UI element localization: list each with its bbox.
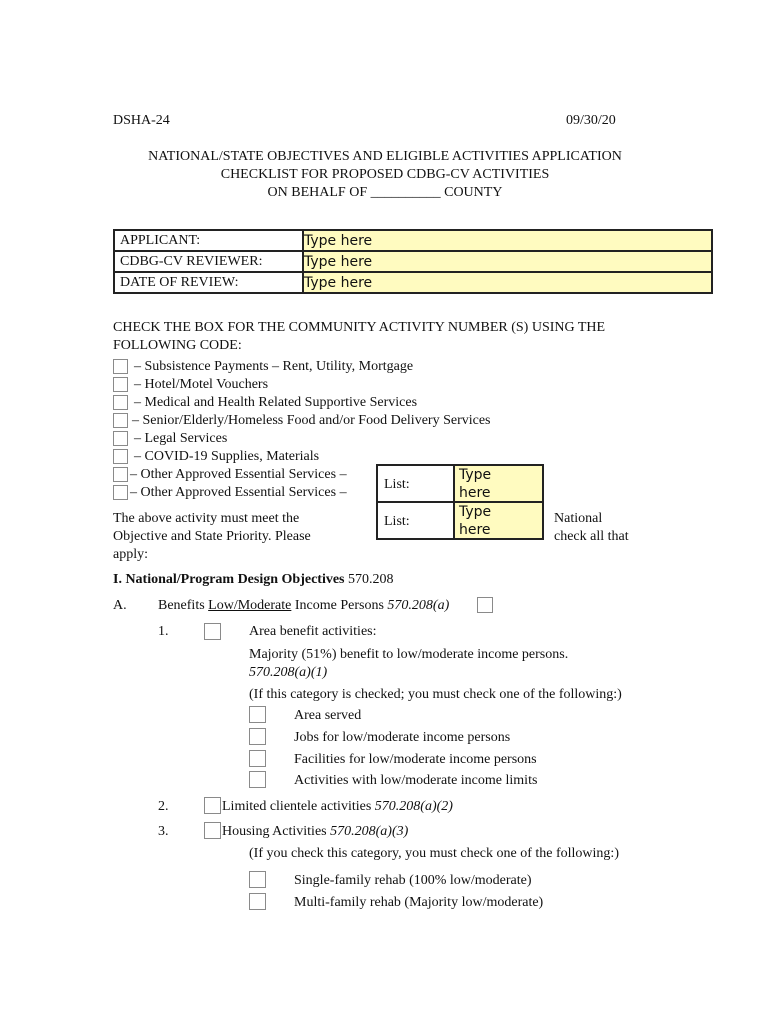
list-label: List: [384,477,410,492]
item-1-ref [249,664,327,682]
instructions-line-1: CHECK THE BOX FOR THE COMMUNITY ACTIVITY NUMBER (S) USING THE [113,320,606,335]
item-3-ref: 570.208(a)(3) [330,824,409,839]
item-1-note: (If this category is checked; you must check one of the following:) [249,687,622,702]
activity-label: – Senior/Elderly/Homeless Food and/or Food Delivery Services [132,413,491,428]
note-side-2: check all that [554,529,629,544]
activity-label: – Hotel/Motel Vouchers [134,377,269,392]
option-label: Jobs for low/moderate income persons [294,730,511,745]
item-1-desc: Majority (51%) benefit to low/moderate income persons. [249,647,569,662]
section-a-underline: Low/Moderate [208,598,292,613]
section-heading [113,571,394,589]
activity-checkbox[interactable] [113,377,128,392]
activity-checkbox[interactable] [113,359,128,374]
note-line-2: Objective and State Priority. Please [113,529,311,544]
option-label: Single-family rehab (100% low/moderate) [294,873,532,888]
title-line-3: ON BEHALF OF __________ COUNTY [267,185,503,200]
note-line-3: apply: [113,547,148,562]
note-line-1: The above activity must meet the [113,511,300,526]
housing-checkbox[interactable] [204,822,221,839]
applicant-info-table [113,229,713,294]
activity-checkbox[interactable] [113,413,128,428]
option-checkbox[interactable] [249,706,266,723]
activity-checkbox[interactable] [113,485,128,500]
activity-checkbox[interactable] [113,467,128,482]
section-heading-title: I. National/Program Design Objectives [113,572,345,587]
item-3-number: 3. [158,824,169,839]
option-checkbox[interactable] [249,871,266,888]
activity-label: – Other Approved Essential Services – [130,485,347,500]
activity-label: – Subsistence Payments – Rent, Utility, Mortgage [134,359,414,374]
item-2-ref: 570.208(a)(2) [374,799,453,814]
reviewer-field[interactable]: Type here [303,251,712,272]
option-label: Area served [294,708,362,723]
area-benefit-checkbox[interactable] [204,623,221,640]
table-row [114,230,712,251]
form-date: 09/30/20 [566,113,616,128]
option-label: Activities with low/moderate income limits [294,773,538,788]
section-heading-ref: 570.208 [344,572,394,587]
item-3-label-text: Housing Activities [222,824,331,839]
option-checkbox[interactable] [249,728,266,745]
item-1-label: Area benefit activities: [249,624,377,639]
activity-checkbox[interactable] [113,395,128,410]
option-label: Multi-family rehab (Majority low/moderate) [294,895,544,910]
list-field-line-1: Type [459,504,492,520]
option-label: Facilities for low/moderate income persons [294,752,537,767]
list-label: List: [384,514,410,529]
item-1-number: 1. [158,624,169,639]
option-checkbox[interactable] [249,750,266,767]
section-a-pre: Benefits [158,598,209,613]
review-date-field[interactable]: Type here [303,272,712,293]
item-2-label [222,798,453,816]
list-field-line-2: here [459,522,491,538]
table-row [114,251,712,272]
activity-label: – COVID-19 Supplies, Materials [134,449,320,464]
item-3-note: (If you check this category, you must check one of the following:) [249,846,619,861]
section-a-checkbox[interactable] [477,597,493,613]
note-side-1: National [554,511,603,526]
activity-checkbox[interactable] [113,449,128,464]
applicant-label: APPLICANT: [114,230,303,251]
list-field-2[interactable] [455,503,542,538]
form-id: DSHA-24 [113,113,170,128]
applicant-field[interactable]: Type here [303,230,712,251]
list-field-line-2: here [459,485,491,501]
item-2-label-text: Limited clientele activities [222,799,375,814]
list-box-2 [376,501,544,540]
list-field-1[interactable] [455,466,542,501]
item-1-ref-text: 570.208(a)(1) [249,665,328,680]
instructions-line-2: FOLLOWING CODE: [113,338,242,353]
reviewer-label: CDBG-CV REVIEWER: [114,251,303,272]
section-a-ref: 570.208(a) [387,598,450,613]
item-3-label [222,823,408,841]
title-line-1: NATIONAL/STATE OBJECTIVES AND ELIGIBLE ACTIVITIES APPLICATION [148,149,622,164]
review-date-label: DATE OF REVIEW: [114,272,303,293]
option-checkbox[interactable] [249,771,266,788]
activity-label: – Medical and Health Related Supportive Services [134,395,418,410]
section-a-letter: A. [113,598,127,613]
list-box-1 [376,464,544,503]
item-2-number: 2. [158,799,169,814]
section-a-post: Income Persons [291,598,388,613]
title-line-2: CHECKLIST FOR PROPOSED CDBG-CV ACTIVITIES [220,167,550,182]
table-row [114,272,712,293]
activity-label: – Other Approved Essential Services – [130,467,347,482]
option-checkbox[interactable] [249,893,266,910]
list-field-line-1: Type [459,467,492,483]
limited-clientele-checkbox[interactable] [204,797,221,814]
activity-checkbox[interactable] [113,431,128,446]
section-a-label [158,597,449,615]
activity-label: – Legal Services [134,431,228,446]
